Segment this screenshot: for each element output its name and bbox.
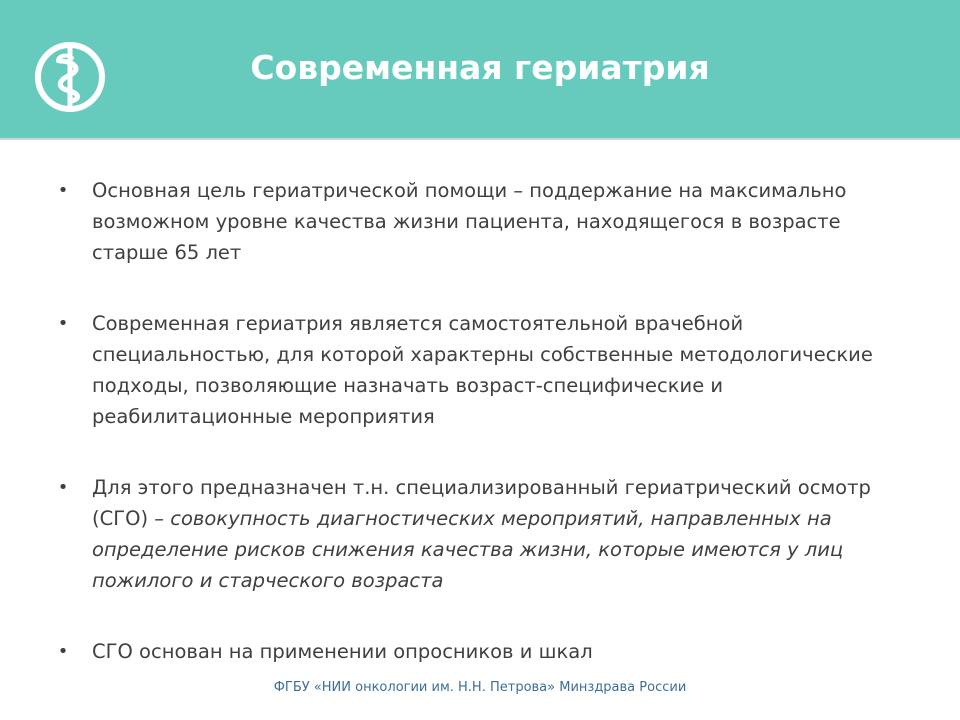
list-item [56, 636, 916, 667]
bullet-marker: • [57, 180, 69, 201]
list-item-text: Основная цель гериатрической помощи – поддержание на максимально возможном уровне качества жизни пациента, находящегося в возрасте старше 65 лет [92, 179, 847, 264]
bullet-marker: • [57, 477, 69, 498]
list-item-text: СГО основан на применении опросников и шкал [92, 640, 593, 663]
list-item-definition: – совокупность диагностических мероприятий, направленных на определение рисков снижения качества жизни, которые имеются у лиц пожилого и старческого возраста [92, 507, 844, 592]
list-item [56, 175, 916, 268]
bullet-marker: • [57, 641, 69, 662]
list-item [56, 472, 916, 596]
bullet-marker: • [57, 313, 69, 334]
footer-text: ФГБУ «НИИ онкологии им. Н.Н. Петрова» Минздрава России [273, 680, 687, 695]
list-item [56, 308, 916, 432]
header-bar [0, 0, 960, 140]
page-title: Современная гериатрия [250, 48, 710, 87]
caduceus-snake-icon [33, 40, 107, 114]
list-item-text: Для этого предназначен т.н. специализированный гериатрический осмотр (СГО) [92, 476, 871, 530]
list-item-text: Современная гериатрия является самостоятельной врачебной специальностью, для которой характерны собственные методологические подходы, позволяющие назначать возраст-специфические и реабилитационные мероприятия [92, 312, 873, 428]
bullet-list [56, 175, 916, 667]
